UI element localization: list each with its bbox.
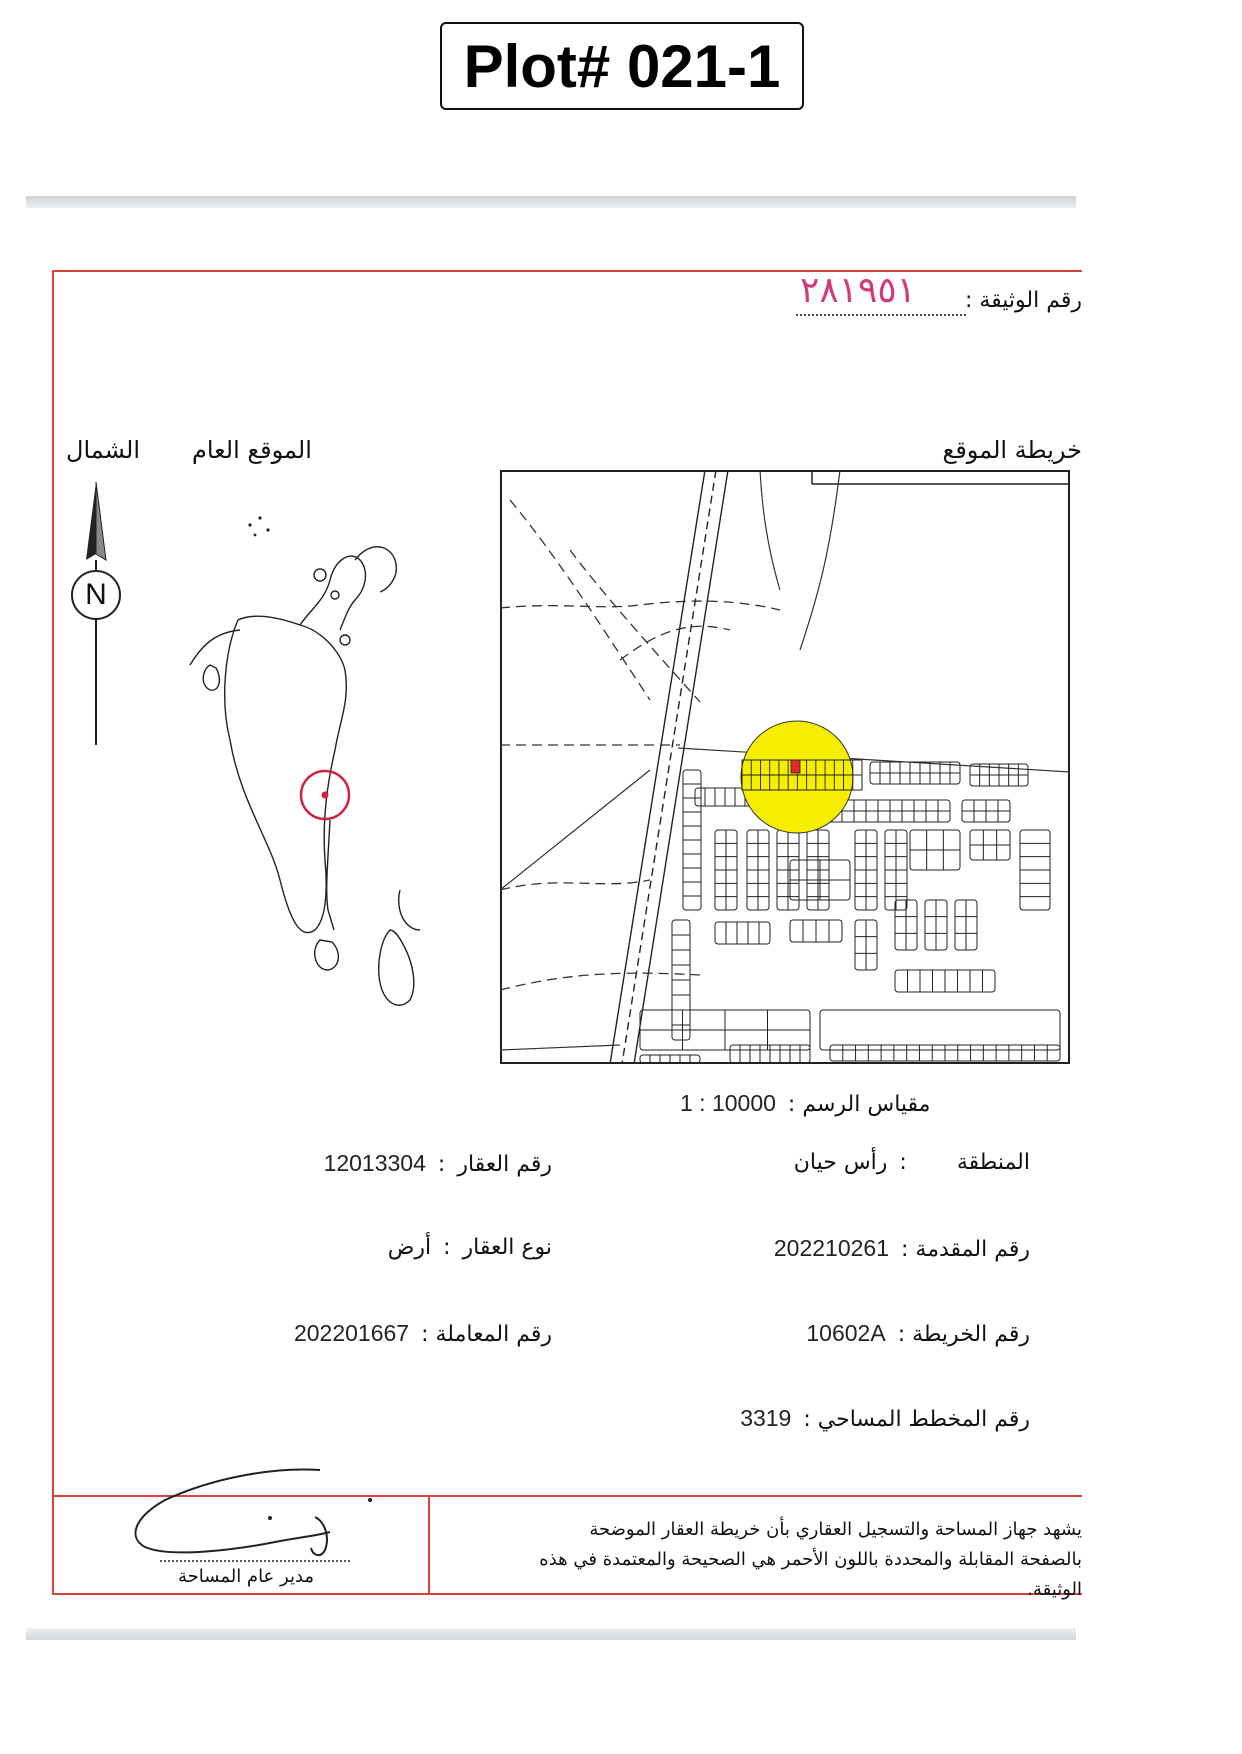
map-number-row [806, 1320, 1030, 1347]
general-location-heading: الموقع العام [192, 436, 312, 464]
map-number-value: 10602A [806, 1320, 886, 1346]
scan-edge-bottom [26, 1628, 1076, 1640]
north-heading: الشمال [66, 436, 141, 464]
signature-image [125, 1462, 385, 1572]
signature-title: مدير عام المساحة [178, 1566, 315, 1587]
general-location-map [150, 500, 450, 1060]
site-map [500, 470, 1070, 1064]
transaction-number-label: رقم المعاملة : [421, 1322, 552, 1347]
document-number-label: رقم الوثيقة : [964, 288, 1082, 313]
property-type-separator: : [443, 1235, 451, 1260]
application-number-row [774, 1235, 1030, 1262]
north-letter: N [85, 578, 107, 611]
application-number-label: رقم المقدمة : [901, 1237, 1030, 1262]
area-separator: : [899, 1150, 907, 1175]
area-label: المنطقة [956, 1150, 1030, 1175]
property-type-value: أرض [387, 1235, 432, 1260]
north-arrow-icon [66, 480, 126, 750]
signature-dots [160, 1560, 350, 1562]
property-number-row [324, 1150, 552, 1177]
transaction-number-row [294, 1320, 552, 1347]
area-row [794, 1150, 1030, 1175]
document-number-dots [796, 314, 966, 316]
transaction-number-value: 202201667 [293, 1320, 410, 1346]
area-value: رأس حيان [793, 1150, 888, 1175]
footer-vertical-divider [428, 1495, 430, 1595]
page-title: Plot# 021-1 [440, 22, 804, 110]
scan-edge-top [26, 196, 1076, 208]
certification-text: يشهد جهاز المساحة والتسجيل العقاري بأن خريطة العقار الموضحة بالصفحة المقابلة والمحددة باللون الأحمر هي الصحيحة والمعتمدة في هذه الوثيقة. [539, 1519, 1082, 1600]
survey-plan-label: رقم المخطط المساحي : [803, 1407, 1030, 1432]
scale-row [680, 1090, 930, 1117]
site-map-heading: خريطة الموقع [942, 436, 1082, 464]
property-type-row [388, 1235, 552, 1260]
survey-plan-row [740, 1405, 1030, 1432]
property-type-label: نوع العقار [462, 1235, 552, 1260]
scale-label: مقياس الرسم : [787, 1092, 931, 1117]
property-number-separator: : [437, 1152, 446, 1177]
map-number-label: رقم الخريطة : [897, 1322, 1030, 1347]
property-number-label: رقم العقار [457, 1152, 552, 1177]
scale-value: 1 : 10000 [680, 1090, 776, 1116]
property-number-value: 12013304 [323, 1150, 426, 1176]
application-number-value: 202210261 [773, 1235, 890, 1261]
survey-plan-value: 3319 [740, 1405, 792, 1431]
document-number-handwritten: ٢٨١٩٥١ [800, 270, 917, 311]
